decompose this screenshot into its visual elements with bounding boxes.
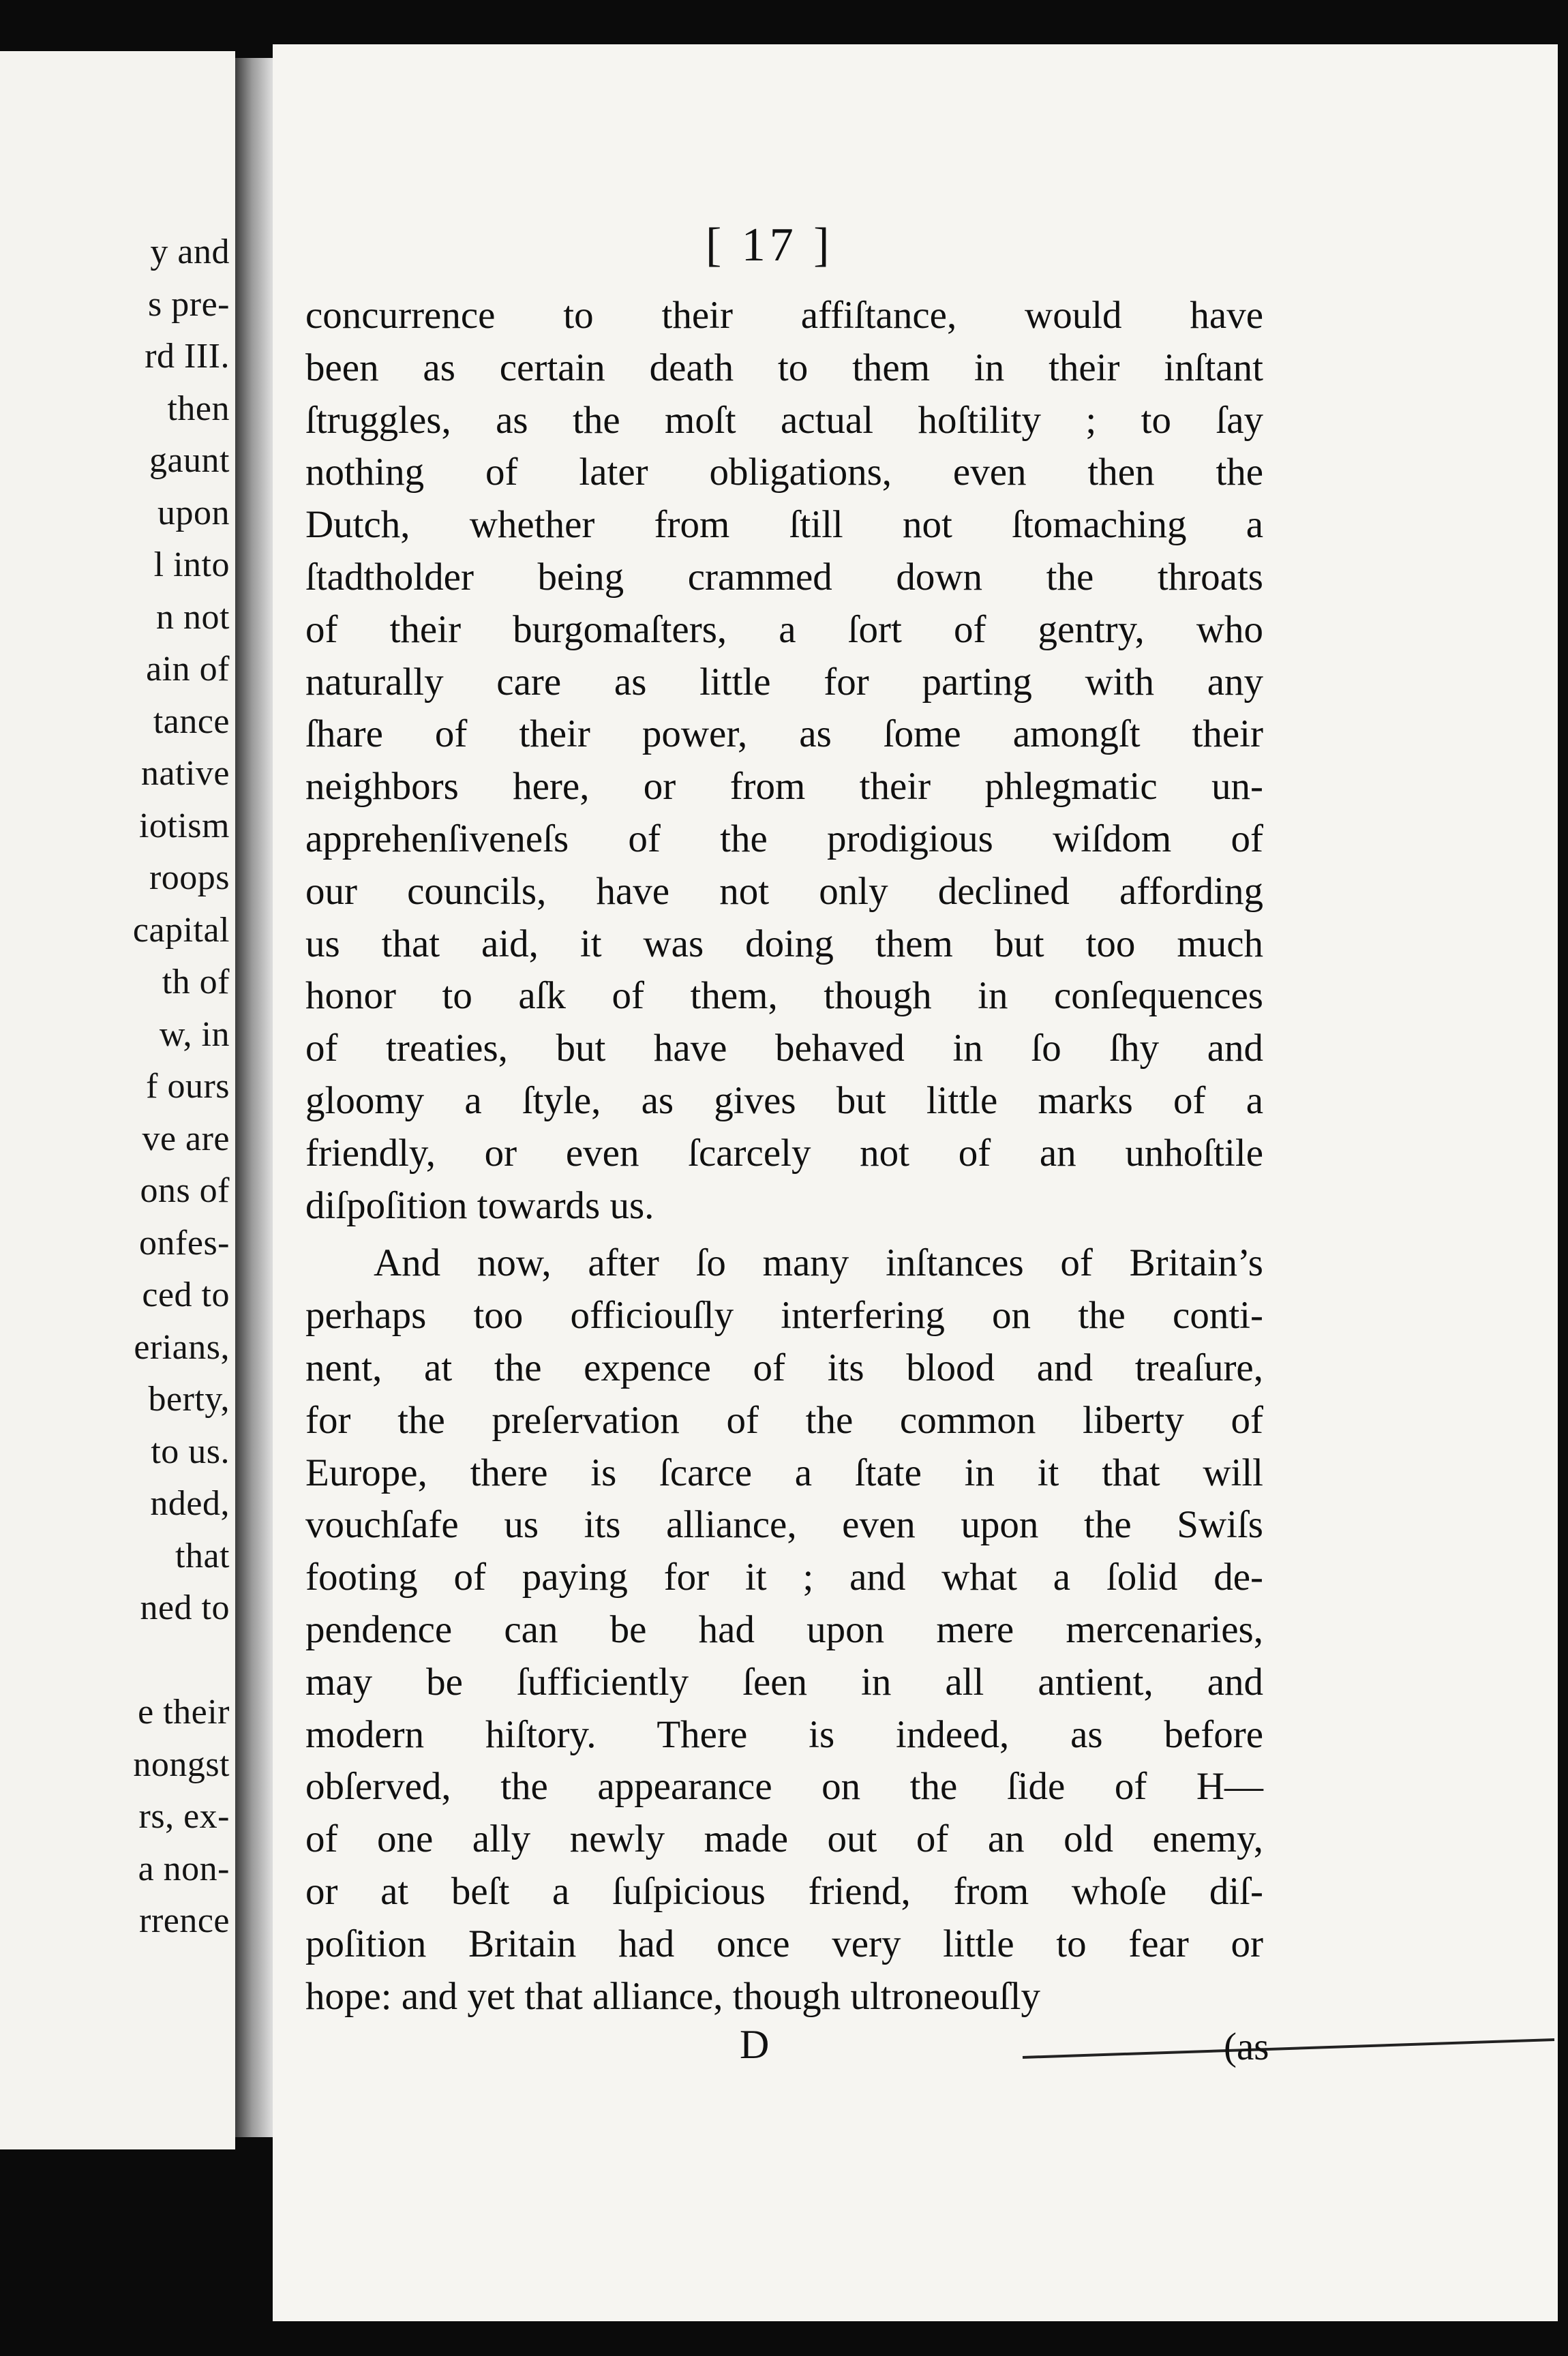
left-page-line-fragment: ve are [142,1119,230,1158]
page-number: [ 17 ] [706,219,834,271]
left-page-line-fragment: capital [132,910,230,950]
text-line: of treaties, but have behaved in ſo ſhy and [305,1027,1263,1070]
left-page-line-fragment: nded, [150,1484,230,1523]
left-page-line-fragment: e their [138,1693,230,1732]
left-page-line-fragment: rrence [139,1901,230,1940]
text-line: for the preſervation of the common liberty of [305,1398,1263,1442]
text-line: may be ſufficiently ſeen in all antient, and [305,1660,1263,1704]
left-page-line-fragment: l into [153,545,230,584]
left-page-line-fragment: gaunt [149,441,230,480]
text-line: Dutch, whether from ſtill not ſtomaching a [305,503,1263,547]
left-page-line-fragment: upon [157,493,230,532]
left-page-line-fragment: ain of [146,650,230,689]
left-page-line-fragment: tance [153,701,230,741]
text-line: us that aid, it was doing them but too much [305,922,1263,965]
left-page-line-fragment: to us. [151,1432,230,1471]
text-line: pendence can be had upon mere mercenaries, [305,1608,1263,1651]
left-page-line-fragment: ced to [142,1275,230,1314]
text-line: friendly, or even ſcarcely not of an unhoſtile [305,1131,1263,1175]
left-page-line-fragment: onfes- [139,1223,230,1263]
text-line: gloomy a ſtyle, as gives but little marks of a [305,1079,1263,1122]
text-line: hope: and yet that alliance, though ultroneouſly [305,1974,1040,2018]
text-line: diſpoſition towards us. [305,1183,654,1227]
pencil-underline-mark [1016,2032,1561,2072]
text-line: ſtruggles, as the moſt actual hoſtility ; to ſay [305,398,1263,442]
left-page-line-fragment: th of [162,963,230,1001]
text-line: Europe, there is ſcarce a ſtate in it that will [305,1451,1263,1494]
left-page-line-fragment: then [167,389,230,428]
text-line: of their burgomaſters, a ſort of gentry, who [305,607,1263,651]
text-line: of one ally newly made out of an old enemy, [305,1817,1263,1861]
left-page-line-fragment: nongst [133,1745,230,1784]
text-line: And now, after ſo many inſtances of Britain’s [374,1241,1263,1285]
left-page-line-fragment: w, in [159,1014,230,1054]
left-page-line-fragment: erians, [134,1327,230,1367]
text-line: footing of paying for it ; and what a ſolid de- [305,1556,1263,1599]
text-line: our councils, have not only declined affording [305,869,1263,913]
text-line: naturally care as little for parting with any [305,660,1263,704]
text-line: concurrence to their affiſtance, would have [305,294,1263,337]
left-page-line-fragment: rd III. [145,337,230,376]
left-page-line-fragment: n not [156,597,230,637]
left-page-line-fragment: roops [149,858,230,897]
text-line: ſhare of their power, as ſome amongſt their [305,712,1263,756]
text-line: poſition Britain had once very little to fear or [305,1922,1263,1965]
left-page-line-fragment: iotism [138,806,230,845]
left-page-line-fragment: y and [150,232,230,271]
text-line: nent, at the expence of its blood and treaſure, [305,1346,1263,1389]
text-line: neighbors here, or from their phlegmatic un- [305,765,1263,809]
left-page-line-fragment: s pre- [148,284,230,324]
text-line: apprehenſiveneſs of the prodigious wiſdom of [305,817,1263,860]
left-page-line-fragment: native [140,754,230,793]
left-page-line-fragment: berty, [148,1380,230,1419]
book-page [273,44,1558,2321]
text-line: or at beſt a ſuſpicious friend, from whoſe diſ- [305,1870,1263,1913]
left-page-line-fragment: ned to [140,1588,230,1627]
text-line: honor to aſk of them, though in conſequences [305,974,1263,1018]
signature-mark: D [740,2022,770,2067]
text-line: modern hiſtory. There is indeed, as before [305,1712,1263,1756]
text-line: vouchſafe us its alliance, even upon the Swiſs [305,1503,1263,1547]
left-page-line-fragment: that [175,1536,230,1575]
text-line: perhaps too officiouſly interfering on the conti- [305,1294,1263,1338]
left-page-line-fragment: ons of [140,1171,230,1210]
catchword: (as [1224,2025,1269,2068]
text-line: ſtadtholder being crammed down the throats [305,556,1263,599]
text-line: nothing of later obligations, even then the [305,451,1263,494]
text-line: been as certain death to them in their inſtant [305,346,1263,389]
text-line: obſerved, the appearance on the ſide of H— [305,1765,1263,1809]
left-page-line-fragment: rs, ex- [138,1797,230,1836]
left-page-line-fragment: f ours [146,1067,230,1106]
previous-page-fragment [0,51,235,2149]
left-page-line-fragment: a non- [138,1849,230,1888]
